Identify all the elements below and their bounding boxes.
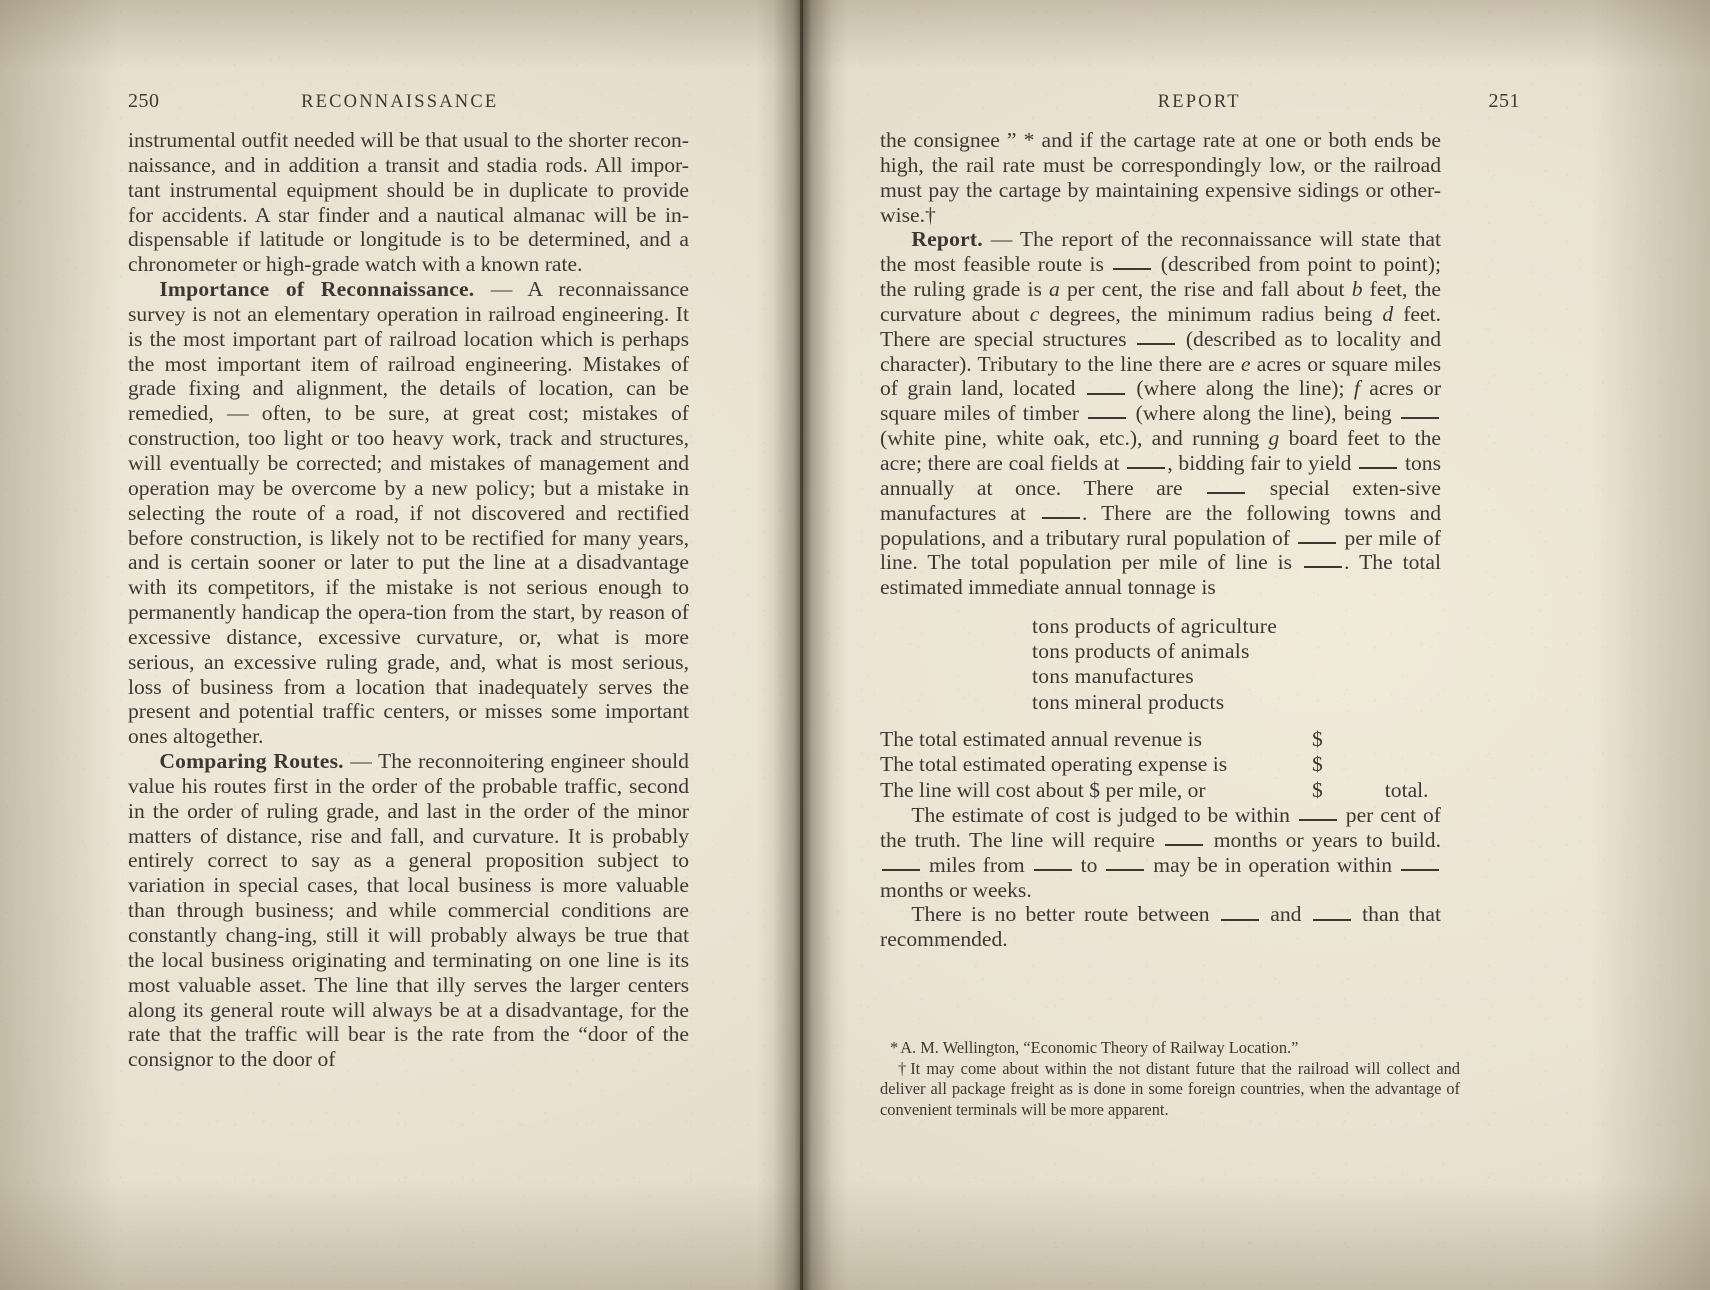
money-lines [880, 727, 1441, 803]
right-page [800, 0, 1710, 1290]
dollar-sign-total-cost: $ [1312, 777, 1323, 802]
paragraph-importance-of-reconnaissance [128, 277, 689, 749]
closing-c9: and [1260, 902, 1311, 927]
closing-c10: than that recommended. [880, 902, 1441, 952]
right-header-title: REPORT [1157, 92, 1241, 112]
fill-in-blank-route-a [1221, 905, 1259, 920]
report-t17: . There are the following towns and populations, and a tributary rural population of [880, 500, 1441, 550]
footnote-2 [880, 1059, 1460, 1121]
variable-e: e [1240, 351, 1251, 376]
closing-c3: months or years to build. [1205, 827, 1441, 852]
variable-b: b [1351, 277, 1363, 302]
fill-in-blank-operation-within [1401, 856, 1439, 871]
fill-in-blank-yield [1359, 454, 1397, 469]
money-total-label: total. [1384, 777, 1429, 802]
report-t7: (described as to locality and character). Tributary to the line there are [880, 326, 1441, 376]
footnote-1 [880, 1038, 1460, 1059]
report-t1: The report of the reconnaissance will state that the most feasible route is [880, 227, 1442, 277]
paragraph-report [880, 227, 1441, 600]
tonnage-list [880, 614, 1441, 715]
dash-glyph-1: — [490, 277, 513, 302]
closing-c5: to [1073, 852, 1105, 877]
left-page [0, 0, 800, 1290]
variable-d: d [1382, 301, 1394, 326]
fill-in-blank-manufactures-count [1207, 479, 1245, 494]
left-header-title: RECONNAISSANCE [301, 92, 499, 112]
closing-c4: miles from [922, 852, 1032, 877]
paragraph-importance-body: A reconnaissance survey is not an elementary operation in railroad engineering. It is the most important part of railroad location which is perhaps the most important item of railroad engineering. Mistakes of grade fixing and alignment, the details of location, can be remedied, — often, to be sure, at great cost; mistakes of construction, too light or too heavy work, track and structures, will eventually be corrected; and mistakes of management and operation may be overcome by a new policy; but a mistake in selecting the route of a road, if not discovered and rectified before construction, is likely not to be rectified for many years, and is certain sooner or later to put the line at a disadvantage with its competitors, if the mistake is not serious enough to permanently handicap the opera-tion from the start, by reason of excessive distance, excessive curvature, or, what is more serious, an excessive ruling grade, and, what is most serious, loss of business from a location that inadequately serves the present and potential traffic centers, or misses some important ones altogether. [128, 277, 689, 749]
footnote-asterisk-mark: * [890, 1038, 899, 1057]
heading-report: Report. [911, 227, 983, 252]
dollar-sign-operating-expense: $ [1312, 752, 1323, 777]
report-t13: board feet to the acre; there are coal fields at [880, 426, 1442, 475]
left-page-number: 250 [128, 90, 160, 112]
report-t14: , bidding fair to yield [1167, 450, 1358, 475]
tonnage-item-animals: tons products of animals [1032, 639, 1250, 664]
report-t4: feet, the curvature about [880, 277, 1441, 326]
money-label-cost-per-mile: The line will cost about $ per mile, or [880, 777, 1206, 802]
fill-in-blank-route-b [1313, 905, 1351, 920]
fill-in-blank-manufactures-place [1042, 503, 1080, 518]
variable-g: g [1268, 426, 1280, 451]
report-t5: degrees, the minimum radius being [1039, 301, 1383, 326]
fill-in-blank-percent [1299, 806, 1337, 821]
variable-c: c [1029, 301, 1040, 326]
footnote-2-text: It may come about within the not distant future that the railroad will collect and deliver all package freight as is done in some foreign countries, when the advantage of convenient terminals will be more apparent. [880, 1058, 1460, 1119]
closing-c6: may be in operation within [1146, 852, 1399, 877]
heading-comparing-routes: Comparing Routes. [159, 749, 344, 774]
footnote-block [880, 1038, 1460, 1120]
footnote-1-text: A. M. Wellington, “Economic Theory of Railway Location.” [900, 1038, 1299, 1057]
fill-in-blank-build-time [1165, 831, 1203, 846]
heading-importance-of-reconnaissance: Importance of Reconnaissance. [159, 277, 475, 302]
fill-in-blank-grain-location [1087, 379, 1125, 394]
variable-f: f [1353, 376, 1360, 401]
paragraph-estimate-of-cost [880, 803, 1441, 902]
fill-in-blank-miles [882, 856, 920, 871]
report-t18: per mile of line. The total population per mile of line is [880, 525, 1442, 575]
right-text-column [880, 128, 1441, 952]
report-t19: . The total estimated immediate annual tonnage is [880, 550, 1441, 600]
report-t3: per cent, the rise and fall about [1059, 277, 1352, 302]
dash-glyph-3: — [990, 227, 1013, 252]
fill-in-blank-route [1113, 255, 1151, 270]
report-t16: special exten-sive manufactures at [880, 475, 1441, 525]
closing-c8: There is no better route between [911, 902, 1219, 927]
paragraph-consignee-carryover: the consignee ” * and if the cartage rate at one or both ends be high, the rail rate must be correspondingly low, or the railroad must pay the cartage by maintaining expensive sidings or other-wise.† [880, 128, 1441, 227]
report-t2: (described from point to point); the ruling grade is [880, 252, 1441, 302]
report-t12: (white pine, white oak, etc.), and running [880, 426, 1269, 451]
money-label-annual-revenue: The total estimated annual revenue is [880, 726, 1202, 751]
variable-a: a [1049, 277, 1060, 302]
closing-c7: months or weeks. [880, 877, 1032, 902]
fill-in-blank-structures [1137, 330, 1175, 345]
fill-in-blank-to [1106, 856, 1144, 871]
fill-in-blank-total-population [1304, 553, 1342, 568]
left-running-head [128, 90, 700, 116]
paragraph-no-better-route [880, 902, 1441, 952]
right-page-number: 251 [1488, 90, 1520, 112]
report-t15: tons annually at once. There are [880, 450, 1441, 500]
fill-in-blank-from [1034, 856, 1072, 871]
tonnage-item-mineral: tons mineral products [1032, 689, 1225, 714]
report-t11: (where along the line), being [1128, 401, 1399, 426]
fill-in-blank-timber-location [1088, 404, 1126, 419]
right-running-head [880, 90, 1520, 116]
tonnage-item-agriculture: tons products of agriculture [1032, 614, 1278, 639]
report-t9: (where along the line); [1127, 376, 1354, 401]
paragraph-comparing-routes-body: The reconnoitering engineer should value his routes first in the order of the probable traffic, second in the order of ruling grade, and last in the order of the minor matters of distance, rise and fall, and curvature. It is probably entirely correct to say as a general proposition subject to variation in special cases, that local business is more valuable than through business; and while commercial conditions are constantly chang-ing, still it will probably always be true that the local business originating and terminating on one line is its most valuable asset. The line that illy serves the larger centers along its general route will always be at a disadvantage, for the rate that the traffic will bear is the rate from the “door of the consignor to the door of [128, 749, 689, 1072]
report-t10: acres or square miles of timber [880, 376, 1442, 426]
fill-in-blank-timber-species [1401, 404, 1439, 419]
report-t8: acres or square miles of grain land, located [880, 351, 1441, 401]
closing-c1: The estimate of cost is judged to be within [911, 803, 1297, 828]
paragraph-instrumental-outfit: instrumental outfit needed will be that usual to the shorter recon-naissance, and in addition a transit and stadia rods. All impor-tant instrumental equipment should be in duplicate to provide for accidents. A star finder and a nautical almanac will be in-dispensable if latitude or longitude is to be determined, and a chronometer or high-grade watch with a known rate. [128, 128, 689, 277]
em-dash-1 [474, 277, 490, 301]
footnote-dagger-mark: † [898, 1058, 909, 1078]
paragraph-comparing-routes [128, 749, 689, 1072]
em-dash-3 [983, 227, 991, 251]
dash-glyph-2: — [350, 749, 372, 774]
tonnage-item-manufactures: tons manufactures [1032, 664, 1194, 689]
fill-in-blank-coal-fields [1127, 454, 1165, 469]
report-t6: feet. There are special structures [880, 301, 1441, 351]
fill-in-blank-rural-population [1298, 528, 1336, 543]
money-line-cost-per-mile [880, 778, 1441, 803]
dollar-sign-annual-revenue: $ [1312, 726, 1323, 751]
left-text-column [128, 128, 689, 1072]
money-line-annual-revenue [880, 727, 1441, 752]
closing-c2: per cent of the truth. The line will require [880, 803, 1441, 852]
money-line-operating-expense [880, 752, 1441, 777]
money-label-operating-expense: The total estimated operating expense is [880, 752, 1228, 777]
